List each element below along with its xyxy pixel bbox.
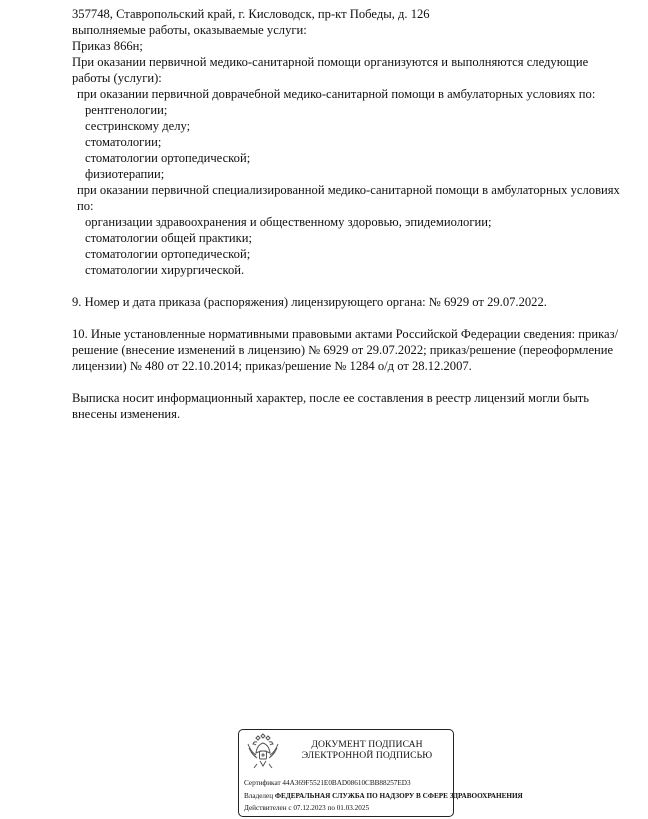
intro-paragraph: При оказании первичной медико-санитарной помощи организуются и выполняются следующие работы (услуги): [72, 55, 589, 85]
certificate-label: Сертификат [244, 779, 281, 787]
section2-item: стоматологии хирургической. [85, 263, 245, 277]
section1-item: физиотерапии; [85, 167, 165, 181]
certificate-line [244, 777, 504, 790]
section2-heading: при оказании первичной специализированной медико-санитарной помощи в амбулаторных условиях по: [77, 183, 620, 213]
spacer [72, 310, 624, 326]
section1-item: стоматологии ортопедической; [85, 151, 251, 165]
certificate-details [244, 777, 523, 815]
address: 357748, Ставропольский край, г. Кисловодск, пр-кт Победы, д. 126 [72, 7, 430, 21]
certificate-value: 44A369F5521E0BAD08610CBB88257ED3 [282, 779, 411, 787]
footer-note: Выписка носит информационный характер, после ее составления в реестр лицензий могли быть внесены изменения. [72, 391, 590, 421]
section2-item: стоматологии ортопедической; [85, 247, 251, 261]
document-body [72, 6, 624, 422]
stamp-title-line: ДОКУМЕНТ ПОДПИСАН [311, 739, 423, 750]
order-reference: Приказ 866н; [72, 39, 143, 53]
item-10: 10. Иные установленные нормативными правовыми актами Российской Федерации сведения: приказ/решение (внесение изменений в лицензию) № 6929 от 29.07.2022; приказ/решение (переоформление лицензии) № 480 от 22.10.2014; приказ/решение № 1284 о/д от 28.12.2007. [72, 327, 619, 373]
spacer [72, 374, 624, 390]
section2-item: стоматологии общей практики; [85, 231, 253, 245]
works-label: выполняемые работы, оказываемые услуги: [72, 23, 307, 37]
spacer [72, 278, 624, 294]
owner-line [244, 790, 523, 803]
stamp-title-line: ЭЛЕКТРОННОЙ ПОДПИСЬЮ [301, 750, 433, 761]
section1-item: сестринскому делу; [85, 119, 191, 133]
section1-item: стоматологии; [85, 135, 162, 149]
owner-label: Владелец [244, 791, 274, 800]
item-9: 9. Номер и дата приказа (распоряжения) лицензирующего органа: № 6929 от 29.07.2022. [72, 295, 547, 309]
owner-value: ФЕДЕРАЛЬНАЯ СЛУЖБА ПО НАДЗОРУ В СФЕРЕ ЗДРАВООХРАНЕНИЯ [274, 791, 523, 800]
double-headed-eagle-icon [246, 734, 280, 770]
validity-line: Действителен с 07.12.2023 по 01.03.2025 [244, 804, 370, 812]
section2-item: организации здравоохранения и общественному здоровью, эпидемиологии; [85, 215, 492, 229]
stamp-title [283, 739, 451, 761]
electronic-signature-stamp [238, 729, 523, 817]
section1-heading: при оказании первичной доврачебной медико-санитарной помощи в амбулаторных условиях по: [77, 87, 596, 101]
section1-item: рентгенологии; [85, 103, 168, 117]
